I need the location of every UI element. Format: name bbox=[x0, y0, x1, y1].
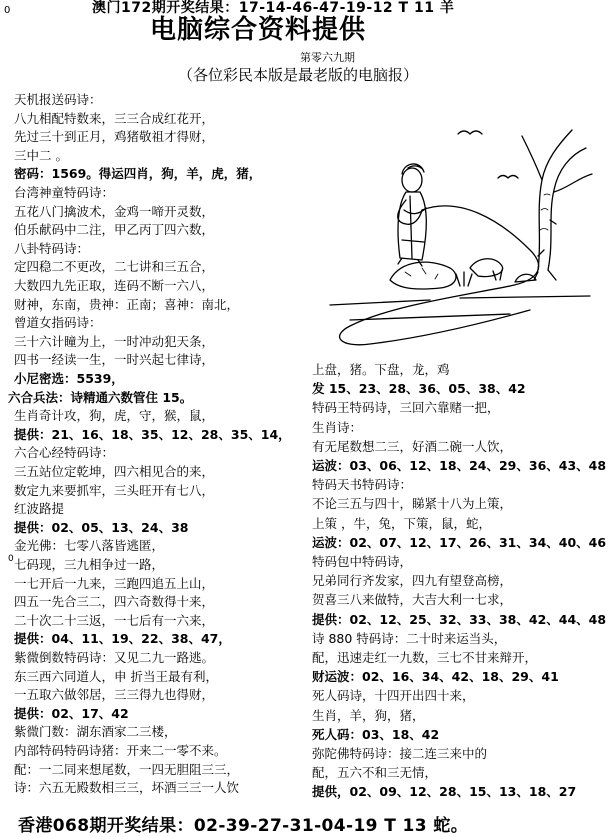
right-line: 特码包中特码诗， bbox=[312, 554, 413, 569]
rock bbox=[390, 262, 456, 289]
right-line: 不论三五与四十，睇紧十八为上策， bbox=[312, 496, 513, 511]
corner-mark: 0 bbox=[8, 554, 14, 564]
bird-icon bbox=[458, 131, 482, 134]
left-line: 密码：1569。得运四肖，狗，羊，虎，猪， bbox=[14, 166, 262, 181]
left-line: 提供：02、17、42 bbox=[14, 706, 129, 721]
left-line: 提供：04、11、19、22、38、47， bbox=[14, 631, 231, 646]
tree-trunk bbox=[522, 130, 592, 270]
right-line: 生肖，羊，狗，猪， bbox=[312, 708, 425, 723]
left-line: 定四稳二不更改，二七讲和三五合， bbox=[14, 259, 215, 274]
right-line: 配，五六不和三无情， bbox=[312, 765, 438, 780]
left-line: 伯乐献码中二注，甲乙丙丁四六数， bbox=[14, 222, 215, 237]
left-line: 金光佛：七零八落皆逃匿， bbox=[14, 538, 165, 553]
right-line: 生肖诗： bbox=[312, 420, 363, 435]
left-line: 东三西六同道人，申 折当王最有利， bbox=[14, 669, 218, 684]
right-line: 特码王特码诗，三回六靠赌一把， bbox=[312, 400, 500, 415]
left-line: 先过三十到正月，鸡猪敬祖才得财， bbox=[14, 129, 215, 144]
left-line: 三十六计瞳为上，一时冲动犯天条， bbox=[14, 334, 215, 349]
left-line: 天机报送码诗： bbox=[14, 92, 102, 107]
left-line: 财神，东南，贵神：正南；喜神：南北， bbox=[14, 297, 240, 312]
left-line: 六合心经特码诗： bbox=[14, 445, 115, 460]
left-line: 数定九来要抓牢，三头旺开有七八， bbox=[14, 483, 215, 498]
left-line: 七码现，三九相争过一路， bbox=[14, 557, 165, 572]
left-line: 生肖奇计攻，狗，虎，守，猴，鼠， bbox=[14, 408, 215, 423]
right-line: 特码天书特码诗： bbox=[312, 477, 413, 492]
left-line: 八九相配特数来，三三合成红花开， bbox=[14, 111, 215, 126]
left-line: 提供：02、05、13、24、38 bbox=[14, 520, 189, 535]
left-line: 大数四九先正取，连码不断一六八， bbox=[14, 278, 215, 293]
issue-number: 第零六九期 bbox=[300, 51, 355, 64]
hongkong-result-line: 香港068期开奖结果：02-39-27-31-04-19 T 13 蛇。 bbox=[18, 816, 469, 836]
left-line: 五花八门擒波术，金鸡一啼开灵数， bbox=[14, 204, 215, 219]
left-line: 配：一二同来想尾数，一四无胆阻三三， bbox=[14, 762, 240, 777]
left-line: 紫微倒数特码诗：又见二九一路逃。 bbox=[14, 650, 215, 665]
right-line: 死人码：03、18、42 bbox=[312, 727, 440, 742]
page-title: 电脑综合资料提供 bbox=[150, 15, 367, 45]
right-line: 死人码诗，十四开出四十来， bbox=[312, 688, 475, 703]
right-line: 贺喜三八来做特，大吉大利一七求， bbox=[312, 592, 513, 607]
right-line: 提供，02、09、12、28、15、13、18、27 bbox=[312, 784, 577, 799]
bird-icon bbox=[498, 176, 518, 179]
left-line: 曾道女指码诗： bbox=[14, 315, 102, 330]
right-line: 有无尾数想二三，好酒二碗一人饮， bbox=[312, 439, 513, 454]
right-line: 运波：03、06、12、18、24、29、36、43、48 bbox=[312, 458, 607, 473]
left-line: 二十次二十三返，一七后有一六来， bbox=[14, 613, 215, 628]
left-line: 提供：21、16、18、35、12、28、35、14， bbox=[14, 427, 291, 442]
right-line: 上策 ，牛，兔，下策，鼠，蛇， bbox=[312, 516, 491, 531]
left-line: 台湾神童特码诗： bbox=[14, 185, 115, 200]
page-subtitle: （各位彩民本版是最老版的电脑报） bbox=[178, 66, 419, 84]
left-line: 四书一经读一生，一时兴起七律诗， bbox=[14, 352, 215, 367]
corner-mark: 0 bbox=[4, 5, 11, 16]
left-line: 红波路提 bbox=[14, 501, 65, 516]
ink-illustration bbox=[310, 100, 600, 360]
rock bbox=[470, 259, 503, 277]
left-line: 八卦特码诗： bbox=[14, 241, 90, 256]
right-line: 兄弟同行齐发家，四九有望登高榜， bbox=[312, 573, 513, 588]
right-line: 配，迅速走红一九数，三七不甘来辩开， bbox=[312, 650, 538, 665]
left-line: 紫微门数：湖东酒家二三楼， bbox=[14, 724, 177, 739]
left-line: 三五站位定乾坤，四六相见合的来， bbox=[14, 464, 215, 479]
right-line: 诗 880 特码诗：二十时来运当头， bbox=[312, 631, 507, 646]
right-line: 运波：02、07、12、17、26、31、34、40、46 bbox=[312, 535, 607, 550]
left-line: 六合兵法：诗精通六数管住 15。 bbox=[8, 390, 193, 405]
left-line: 内部特码特码诗猪：开来二一零不来。 bbox=[14, 743, 227, 758]
left-line: 诗：六五无殿数相三三，坏酒三三一人饮 bbox=[14, 780, 240, 795]
right-line: 发 15、23、28、36、05、38、42 bbox=[312, 381, 526, 396]
rope bbox=[340, 206, 539, 345]
left-line: 一七开后一九来，三跑四追五上山， bbox=[14, 576, 215, 591]
left-line: 三中二 。 bbox=[14, 148, 68, 163]
right-line: 提供：02、12、25、32、33、38、42、44、48 bbox=[312, 612, 607, 627]
right-line: 弥陀佛特码诗：接二连三来中的 bbox=[312, 746, 488, 761]
left-line: 小尼密选：5539， bbox=[14, 371, 124, 386]
left-line: 四五一先合三二，四六奇数得十来， bbox=[14, 594, 215, 609]
figure-head bbox=[402, 168, 422, 192]
macau-result-line: 澳门172期开奖结果：17-14-46-47-19-12 T 11 羊 bbox=[92, 0, 455, 16]
right-line: 上盘，猪。下盘，龙，鸡 bbox=[312, 362, 450, 377]
right-line: 财运波：02、16、34、42、18、29、41 bbox=[312, 669, 559, 684]
left-line: 一五取六做邻居，三三得九也得财， bbox=[14, 687, 215, 702]
